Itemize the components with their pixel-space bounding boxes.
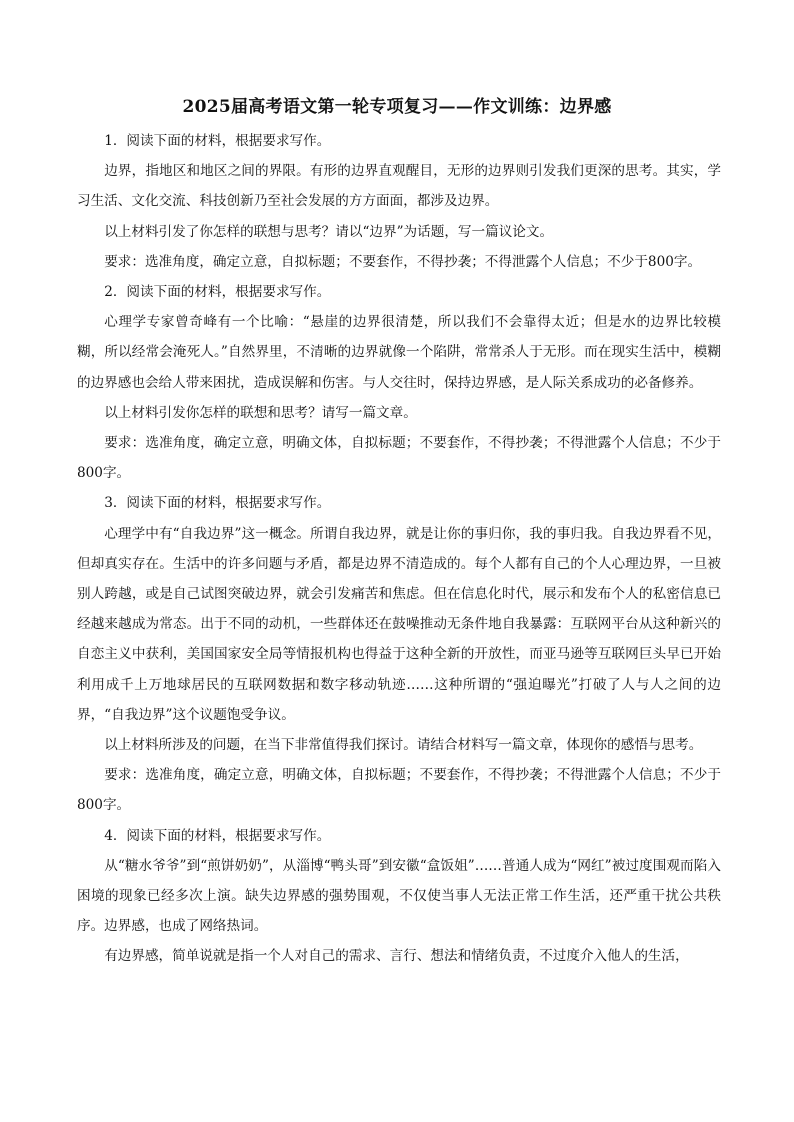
question-3-requirements: 要求：选准角度，确定立意，明确文体，自拟标题；不要套作，不得抄袭；不得泄露个人信息；不少于800字。	[77, 767, 721, 814]
question-1-prompt: 以上材料引发了你怎样的联想与思考？请以“边界”为话题，写一篇议论文。	[104, 223, 554, 240]
question-1-requirements: 要求：选准角度，确定立意，自拟标题；不要套作，不得抄袭；不得泄露个人信息；不少于800字。	[104, 253, 702, 270]
question-4-heading: 4．阅读下面的材料，根据要求写作。	[104, 827, 331, 844]
question-1-material: 边界，指地区和地区之间的界限。有形的边界直观醒目，无形的边界则引发我们更深的思考。其实，学习生活、文化交流、科技创新乃至社会发展的方方面面，都涉及边界。	[77, 163, 721, 210]
document-title: 2025届高考语文第一轮专项复习——作文训练：边界感	[182, 97, 612, 117]
question-3-prompt: 以上材料所涉及的问题，在当下非常值得我们探讨。请结合材料写一篇文章，体现你的感悟与思考。	[104, 737, 703, 754]
question-3-heading: 3．阅读下面的材料，根据要求写作。	[104, 495, 331, 512]
question-2-material: 心理学专家曾奇峰有一个比喻：“悬崖的边界很清楚，所以我们不会靠得太近；但是水的边界比较模糊，所以经常会淹死人。”自然界里，不清晰的边界就像一个陷阱，常常杀人于无形。而在现实生活中，模糊的边界感也会给人带来困扰，造成误解和伤害。与人交往时，保持边界感，是人际关系成功的必备修养。	[77, 314, 721, 391]
document-body	[77, 126, 721, 972]
question-3-material: 心理学中有“自我边界”这一概念。所谓自我边界，就是让你的事归你，我的事归我。自我边界看不见，但却真实存在。生活中的许多问题与矛盾，都是边界不清造成的。每个人都有自己的个人心理边界，一旦被别人跨越，或是自己试图突破边界，就会引发痛苦和焦虑。但在信息化时代，展示和发布个人的私密信息已经越来越成为常态。出于不同的动机，一些群体还在鼓噪推动无条件地自我暴露：互联网平台从这种新兴的自恋主义中获利，美国国家安全局等情报机构也得益于这种全新的开放性，而亚马逊等互联网巨头早已开始利用成千上万地球居民的互联网数据和数字移动轨迹……这种所谓的“强迫曝光”打破了人与人之间的边界，“自我边界”这个议题饱受争议。	[77, 525, 721, 723]
question-4-material-continued: 有边界感，简单说就是指一个人对自己的需求、言行、想法和情绪负责，不过度介入他人的生活，	[104, 948, 689, 965]
question-4-material: 从“糖水爷爷”到“煎饼奶奶”，从淄博“鸭头哥”到安徽“盒饭姐”……普通人成为“网红”被过度围观而陷入困境的现象已经多次上演。缺失边界感的强势围观，不仅使当事人无法正常工作生活，还严重干扰公共秩序。边界感，也成了网络热词。	[77, 857, 721, 935]
question-2-requirements: 要求：选准角度，确定立意，明确文体，自拟标题；不要套作，不得抄袭；不得泄露个人信息；不少于800字。	[77, 435, 721, 482]
question-2-heading: 2．阅读下面的材料，根据要求写作。	[104, 284, 331, 301]
question-1-heading: 1．阅读下面的材料，根据要求写作。	[104, 133, 331, 149]
question-2-prompt: 以上材料引发你怎样的联想和思考？请写一篇文章。	[104, 404, 417, 421]
